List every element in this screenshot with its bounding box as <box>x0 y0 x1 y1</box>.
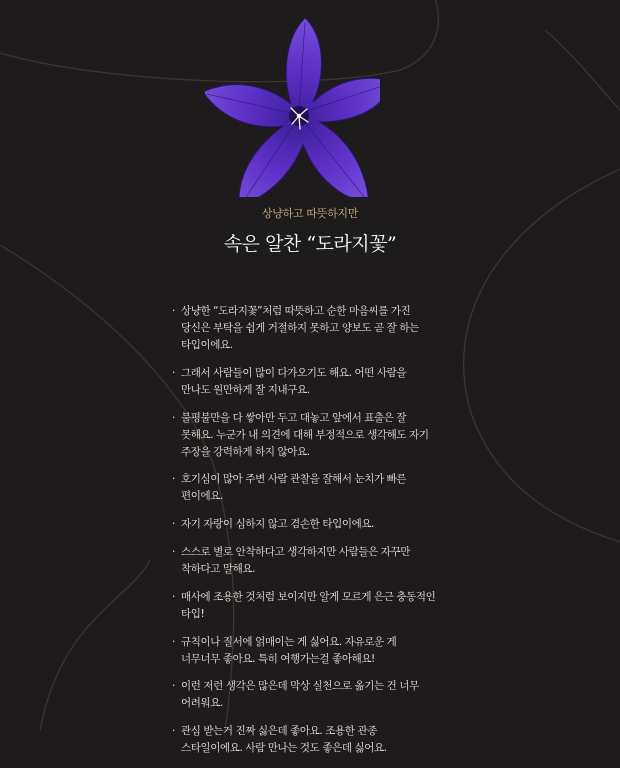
list-item: · 스스로 별로 안착하다고 생각하지만 사람들은 자꾸만 착하다고 말해요. <box>172 544 472 578</box>
page-subtitle: 상냥하고 따뜻하지만 <box>261 207 359 220</box>
list-item: · 이런 저런 생각은 많은데 막상 실천으로 옮기는 건 너무 어려워요. <box>172 678 472 712</box>
page-title: 속은 알찬 “도라지꽃” <box>223 233 397 255</box>
list-item: · 호기심이 많아 주변 사람 관찰을 잘해서 눈치가 빠른 편이에요. <box>172 471 472 505</box>
trait-list <box>172 303 472 768</box>
bellflower-image <box>205 12 380 197</box>
list-item: · 매사에 조용한 것처럼 보이지만 알게 모르게 은근 충동적인 타입! <box>172 589 472 623</box>
list-item: · 상냥한 “도라지꽃”처럼 따뜻하고 순한 마음씨를 가진 당신은 부탁을 쉽게 거절하지 못하고 양보도 곧 잘 하는 타입이에요. <box>172 303 472 354</box>
list-item: · 그래서 사람들이 많이 다가오기도 해요. 어떤 사람을 만나도 원만하게 잘 지내구요. <box>172 365 472 399</box>
list-item: · 관심 받는거 진짜 싫은데 좋아요. 조용한 관종 스타일이에요. 사람 만나는 것도 좋은데 싫어요. <box>172 723 472 757</box>
list-item: · 불평불만을 다 쌓아만 두고 대놓고 앞에서 표출은 잘 못해요. 누군가 내 의견에 대해 부정적으로 생각해도 자기 주장을 강력하게 하지 않아요. <box>172 410 472 461</box>
list-item: · 규칙이나 질서에 얽매이는 게 싫어요. 자유로운 게 너무너무 좋아요. 특히 여행가는걸 좋아해요! <box>172 634 472 668</box>
list-item: · 자기 자랑이 심하지 않고 겸손한 타입이에요. <box>172 516 472 533</box>
